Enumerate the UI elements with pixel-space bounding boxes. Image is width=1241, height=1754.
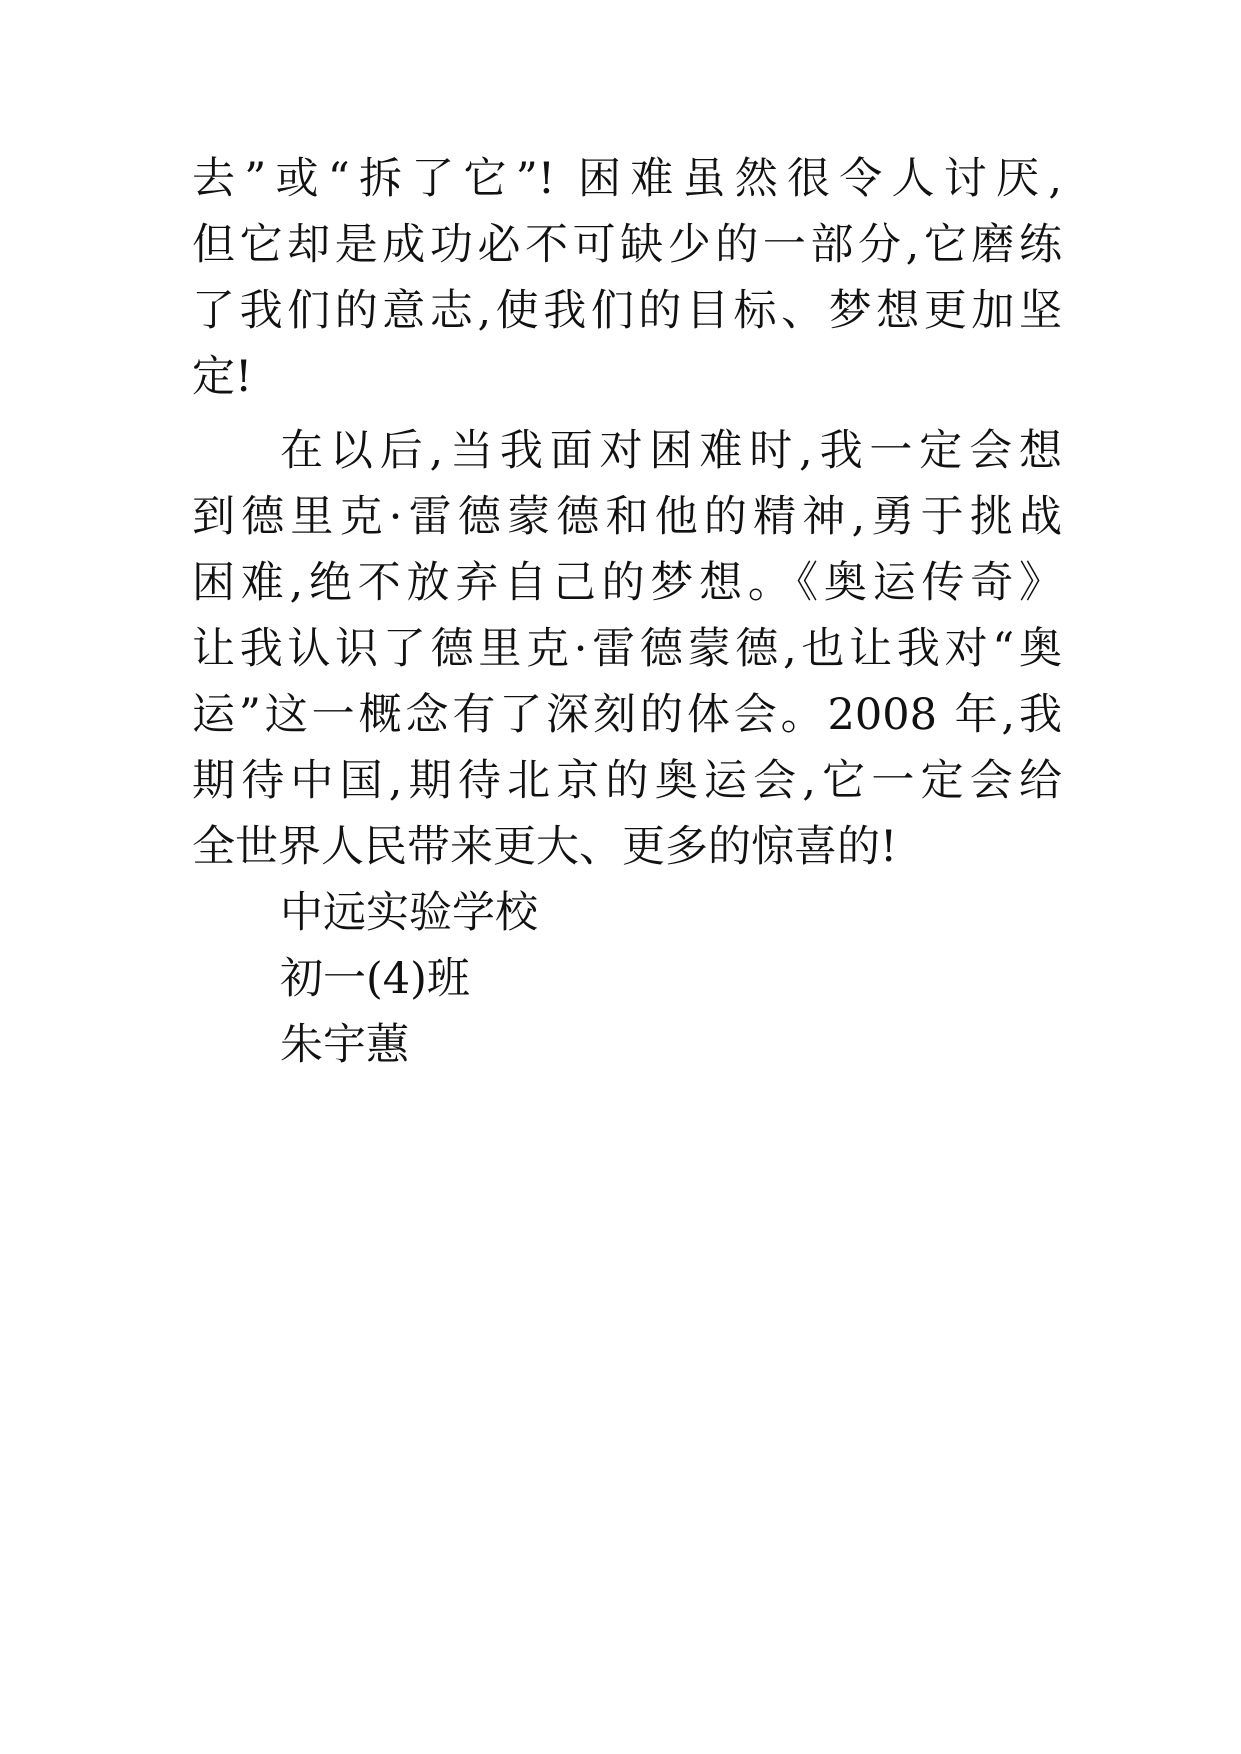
paragraph-line: 全世界人民带来更大、更多的惊喜的! xyxy=(192,822,898,872)
school-name: 中远实验学校 xyxy=(280,888,538,938)
paragraph-2 xyxy=(192,418,1062,880)
paragraph-1 xyxy=(192,146,1062,410)
paragraph-line: 去”或“拆了它”! 困难虽然很令人讨厌, xyxy=(192,154,1062,204)
paragraph-line: 但它却是成功必不可缺少的一部分,它磨练 xyxy=(192,220,1062,270)
paragraph-line: 困难,绝不放弃自己的梦想。《奥运传奇》 xyxy=(192,558,1062,608)
signature-block xyxy=(192,880,1062,1078)
paragraph-line: 定! xyxy=(192,352,253,402)
essay-text xyxy=(192,146,1062,1078)
author-name: 朱宇蕙 xyxy=(280,1020,409,1070)
paragraph-line: 到德里克·雷德蒙德和他的精神,勇于挑战 xyxy=(192,492,1062,542)
paragraph-line: 了我们的意志,使我们的目标、梦想更加坚 xyxy=(192,286,1062,336)
paragraph-line: 期待中国,期待北京的奥运会,它一定会给 xyxy=(192,756,1062,806)
class-name: 初一(4)班 xyxy=(280,954,470,1004)
paragraph-line: 让我认识了德里克·雷德蒙德,也让我对“奥 xyxy=(192,624,1062,674)
paragraph-line: 运”这一概念有了深刻的体会。2008 年,我 xyxy=(192,690,1062,740)
paragraph-line: 在以后,当我面对困难时,我一定会想 xyxy=(280,426,1062,476)
